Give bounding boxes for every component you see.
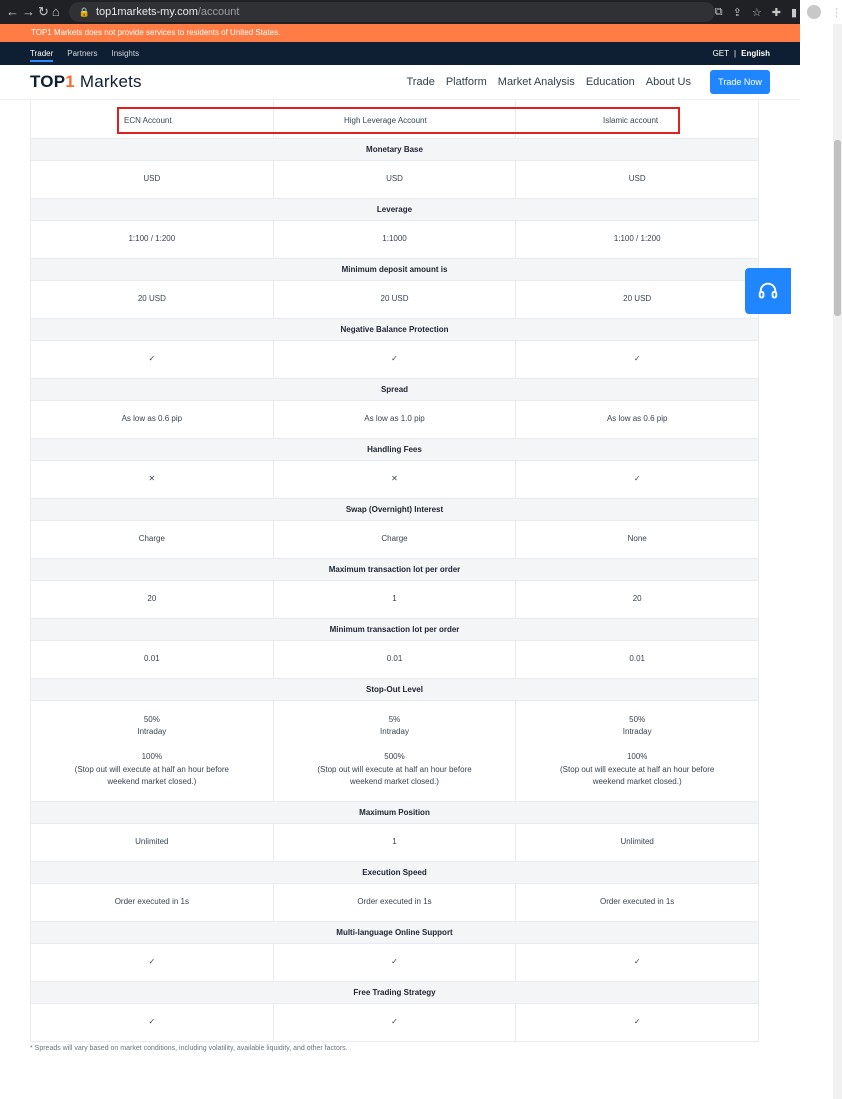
logo-top: TOP — [30, 72, 66, 91]
menu-icon[interactable]: ⋮ — [831, 6, 842, 19]
value-cell: 0.01 — [515, 641, 758, 678]
share-icon[interactable]: ⇪ — [732, 6, 742, 19]
translate-icon[interactable]: ⧉ — [714, 5, 723, 18]
row-values — [31, 943, 758, 981]
check-icon: ✓ — [273, 341, 516, 378]
value-cell: As low as 0.6 pip — [515, 401, 758, 438]
value-cell: 20 — [147, 594, 157, 604]
row-title: Spread — [31, 378, 758, 400]
value-cell: Order executed in 1s — [114, 897, 189, 907]
logo-markets: Markets — [79, 72, 142, 91]
tab-trader[interactable]: Trader — [30, 42, 53, 65]
row-values — [31, 160, 758, 198]
row-title: Free Trading Strategy — [31, 981, 758, 1003]
check-icon: ✓ — [273, 1004, 516, 1041]
row-title: Stop-Out Level — [31, 678, 758, 700]
value-cell: 20 USD — [515, 281, 758, 318]
value-cell: As low as 1.0 pip — [273, 401, 516, 438]
logo[interactable] — [30, 72, 142, 92]
value-cell: 20 USD — [137, 294, 166, 304]
url-path: /account — [197, 6, 240, 18]
url-host: top1markets-my.com — [95, 6, 198, 18]
row-values — [31, 520, 758, 558]
row-values — [31, 640, 758, 678]
check-icon: ✓ — [515, 341, 758, 378]
value-cell: 1:100 / 1:200 — [515, 221, 758, 258]
nav-platform[interactable]: Platform — [445, 76, 487, 88]
site-header — [0, 65, 800, 100]
check-icon: ✓ — [515, 944, 758, 981]
page-scrollbar[interactable] — [833, 24, 842, 1099]
value-cell: Unlimited — [135, 837, 169, 847]
row-title: Leverage — [31, 198, 758, 220]
cross-icon: ✕ — [273, 461, 516, 498]
cross-icon: ✕ — [148, 474, 156, 484]
extensions-icon[interactable]: ✚ — [771, 6, 781, 19]
row-title: Negative Balance Protection — [31, 318, 758, 340]
nav-market-analysis[interactable]: Market Analysis — [497, 76, 575, 88]
row-values — [31, 340, 758, 378]
account-type-labels — [119, 109, 678, 132]
value-cell: 50% Intraday 100% (Stop out will execute at half an hour before weekend market closed.) — [515, 701, 758, 801]
value-cell: 1:1000 — [273, 221, 516, 258]
headset-icon — [757, 280, 779, 302]
value-cell: USD — [143, 174, 161, 184]
value-cell: 1 — [273, 581, 516, 618]
address-bar[interactable] — [69, 2, 715, 22]
main-nav — [395, 76, 691, 88]
value-cell: 1:100 / 1:200 — [128, 234, 176, 244]
profile-icon[interactable] — [807, 5, 821, 19]
row-values — [31, 700, 758, 801]
value-cell: 50% Intraday 100% (Stop out will execute at half an hour before weekend market closed.) — [74, 714, 229, 786]
value-cell: As low as 0.6 pip — [121, 414, 183, 424]
value-cell: None — [515, 521, 758, 558]
account-high-leverage[interactable]: High Leverage Account — [344, 116, 427, 125]
nav-about-us[interactable]: About Us — [645, 76, 691, 88]
row-title: Maximum transaction lot per order — [31, 558, 758, 580]
row-values — [31, 220, 758, 258]
value-cell: 1 — [273, 824, 516, 861]
row-values — [31, 400, 758, 438]
row-title: Multi-language Online Support — [31, 921, 758, 943]
row-values — [31, 823, 758, 861]
value-cell: 0.01 — [144, 654, 160, 664]
lock-icon: 🔒 — [78, 6, 90, 17]
home-icon[interactable]: ⌂ — [51, 4, 60, 19]
account-ecn[interactable]: ECN Account — [124, 116, 172, 125]
row-title: Execution Speed — [31, 861, 758, 883]
residency-notice: TOP1 Markets does not provide services to residents of United States. — [0, 24, 800, 42]
spread-footnote: * Spreads will vary based on market conditions, including volatility, available liquidity, and other factors. — [30, 1045, 348, 1052]
row-title: Monetary Base — [31, 138, 758, 160]
row-values — [31, 883, 758, 921]
row-title: Maximum Position — [31, 801, 758, 823]
support-button[interactable] — [745, 268, 791, 314]
check-icon: ✓ — [148, 1017, 156, 1027]
value-cell: 5% Intraday 500% (Stop out will execute at half an hour before weekend market closed.) — [273, 701, 516, 801]
row-values — [31, 280, 758, 318]
tab-insights[interactable]: Insights — [111, 49, 140, 58]
row-title: Minimum transaction lot per order — [31, 618, 758, 640]
value-cell: USD — [515, 161, 758, 198]
value-cell: Order executed in 1s — [273, 884, 516, 921]
row-title: Minimum deposit amount is — [31, 258, 758, 280]
row-title: Handling Fees — [31, 438, 758, 460]
value-cell: Charge — [273, 521, 516, 558]
scrollbar-thumb[interactable] — [834, 140, 841, 316]
check-icon: ✓ — [515, 1004, 758, 1041]
row-title: Swap (Overnight) Interest — [31, 498, 758, 520]
browser-actions — [715, 5, 842, 19]
check-icon: ✓ — [515, 461, 758, 498]
forward-icon[interactable]: → — [22, 4, 35, 19]
tab-partners[interactable]: Partners — [67, 49, 98, 58]
audience-topbar — [0, 42, 800, 65]
account-islamic[interactable]: Islamic account — [603, 116, 659, 125]
browser-toolbar — [0, 0, 842, 24]
star-icon[interactable]: ☆ — [751, 6, 762, 19]
nav-trade[interactable]: Trade — [406, 76, 435, 88]
value-cell: 0.01 — [273, 641, 516, 678]
check-icon: ✓ — [273, 944, 516, 981]
check-icon: ✓ — [148, 957, 156, 967]
row-values — [31, 580, 758, 618]
back-icon[interactable]: ← — [6, 4, 19, 19]
value-cell: 20 USD — [273, 281, 516, 318]
value-cell: USD — [273, 161, 516, 198]
value-cell: 20 — [515, 581, 758, 618]
sidebar-icon[interactable]: ▮ — [790, 6, 797, 19]
get-app-link[interactable]: GET — [712, 49, 730, 58]
check-icon: ✓ — [148, 354, 156, 364]
topbar-separator: | — [734, 49, 737, 58]
nav-education[interactable]: Education — [585, 76, 635, 88]
value-cell: Charge — [138, 534, 165, 544]
logo-one: 1 — [65, 72, 75, 91]
row-values — [31, 460, 758, 498]
trade-now-button[interactable]: Trade Now — [710, 70, 770, 94]
value-cell: Unlimited — [515, 824, 758, 861]
value-cell: Order executed in 1s — [515, 884, 758, 921]
row-values — [31, 1003, 758, 1041]
account-comparison-table — [30, 101, 759, 1042]
language-selector[interactable]: English — [741, 49, 770, 58]
reload-icon[interactable]: ↻ — [38, 4, 49, 19]
